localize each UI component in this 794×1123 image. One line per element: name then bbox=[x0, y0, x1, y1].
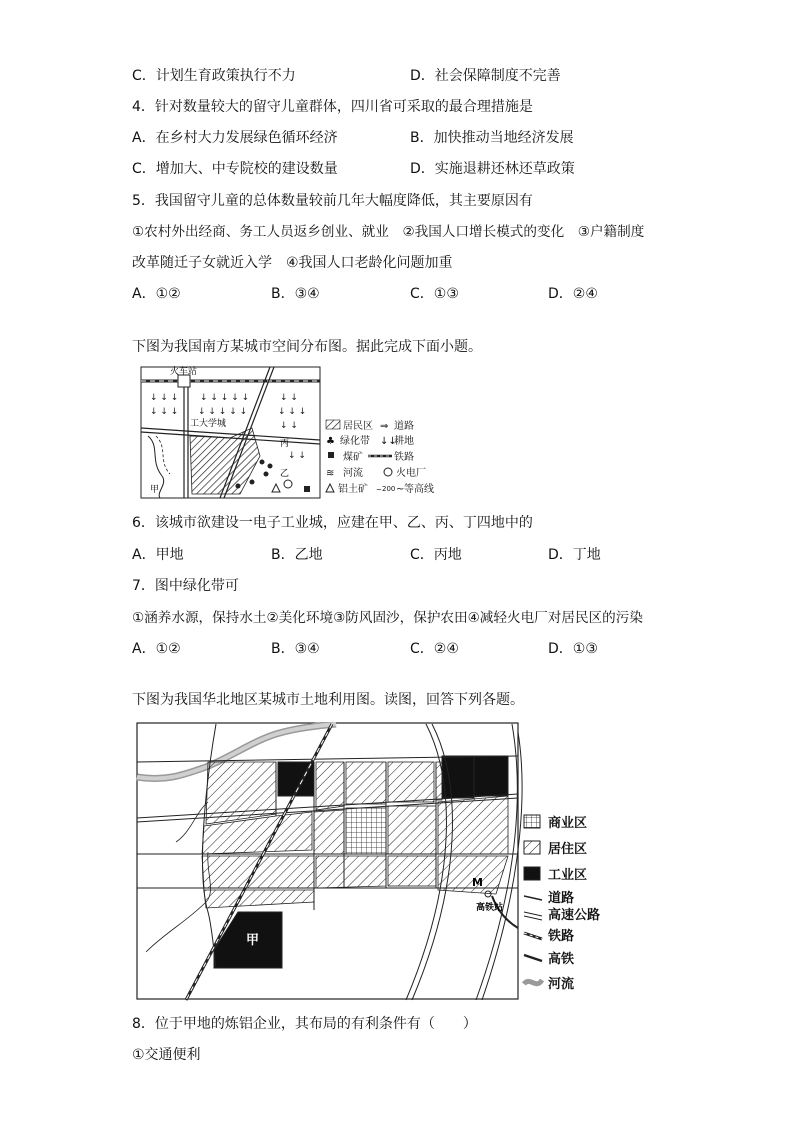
question-7-stem: 7．图中绿化带可 bbox=[132, 578, 239, 594]
option-d: D．社会保障制度不完善 bbox=[410, 68, 561, 84]
q7-option-c: C．②④ bbox=[410, 641, 459, 657]
q5-option-b: B．③④ bbox=[271, 286, 320, 302]
svg-text:↓ ↓ ↓: ↓ ↓ ↓ bbox=[150, 393, 179, 403]
svg-text:↓ ↓: ↓ ↓ bbox=[280, 421, 298, 431]
q7-option-d: D．①③ bbox=[548, 641, 598, 657]
q7-option-a: A．①② bbox=[132, 641, 181, 657]
svg-text:⇒: ⇒ bbox=[380, 421, 389, 432]
question-6-stem: 6．该城市欲建设一电子工业城，应建在甲、乙、丙、丁四地中的 bbox=[132, 515, 533, 531]
legend2-river: 河流 bbox=[548, 977, 575, 992]
legend2-residential: 居住区 bbox=[548, 842, 588, 857]
legend-farmland: 耕地 bbox=[394, 436, 414, 447]
svg-text:↓ ↓: ↓ ↓ bbox=[280, 393, 298, 403]
school-label: 工大学城 bbox=[190, 419, 227, 429]
legend-contour: 等高线 bbox=[404, 484, 434, 495]
q6-option-b: B．乙地 bbox=[271, 547, 323, 563]
legend-bauxite: 铝土矿 bbox=[338, 484, 368, 495]
legend-river: 河流 bbox=[343, 468, 363, 479]
q7-option-b: B．③④ bbox=[271, 641, 320, 657]
legend-coal: 煤矿 bbox=[343, 452, 363, 463]
q4-option-b: B．加快推动当地经济发展 bbox=[410, 130, 574, 146]
legend-road: 道路 bbox=[394, 421, 414, 432]
svg-text:↓ ↓ ↓: ↓ ↓ ↓ bbox=[150, 407, 179, 417]
svg-text:♣: ♣ bbox=[326, 436, 335, 447]
svg-text:↓ ↓ ↓: ↓ ↓ ↓ bbox=[278, 407, 307, 417]
q5-option-d: D．②④ bbox=[548, 286, 598, 302]
legend-contour-value: 200 bbox=[382, 485, 396, 493]
option-c: C．计划生育政策执行不力 bbox=[132, 68, 296, 84]
q4-option-a: A．在乡村大力发展绿色循环经济 bbox=[132, 130, 338, 146]
svg-text:↓ ↓ ↓ ↓ ↓: ↓ ↓ ↓ ↓ ↓ bbox=[198, 407, 248, 417]
station-label: 火车站 bbox=[170, 367, 198, 377]
q5-statements-1: ①农村外出经商、务工人员返乡创业、就业 ②我国人口增长模式的变化 ③户籍制度 bbox=[132, 224, 645, 240]
city-map-south bbox=[140, 366, 450, 500]
label-jia: 甲 bbox=[150, 485, 160, 495]
svg-text:↓↓: ↓↓ bbox=[380, 436, 397, 447]
map2-label-jia: 甲 bbox=[246, 933, 260, 948]
city-landuse-map-north bbox=[136, 722, 616, 1002]
svg-text:↓ ↓: ↓ ↓ bbox=[288, 451, 306, 461]
legend2-hsr: 高铁 bbox=[548, 952, 575, 967]
question-4-stem: 4．针对数量较大的留守儿童群体，四川省可采取的最合理措施是 bbox=[132, 99, 533, 115]
label-yi: 乙 bbox=[280, 469, 290, 479]
question-5-stem: 5．我国留守儿童的总体数量较前几年大幅度降低，其主要原因有 bbox=[132, 193, 533, 209]
q6-option-d: D．丁地 bbox=[548, 547, 601, 563]
intro-map-1: 下图为我国南方某城市空间分布图。据此完成下面小题。 bbox=[132, 339, 482, 355]
q6-option-c: C．丙地 bbox=[410, 547, 462, 563]
q8-statements: ①交通便利 bbox=[132, 1047, 201, 1063]
q4-option-d: D．实施退耕还林还草政策 bbox=[410, 161, 575, 177]
legend2-road: 道路 bbox=[548, 891, 575, 906]
q6-option-a: A．甲地 bbox=[132, 547, 184, 563]
legend2-commercial: 商业区 bbox=[548, 816, 588, 831]
legend2-industrial: 工业区 bbox=[548, 868, 588, 883]
legend-greenbelt: 绿化带 bbox=[340, 436, 370, 447]
map2-station: 高铁站 bbox=[476, 903, 504, 913]
q5-statements-2: 改革随迁子女就近入学 ④我国人口老龄化问题加重 bbox=[132, 255, 453, 271]
legend2-expressway: 高速公路 bbox=[548, 908, 601, 923]
question-8-stem: 8．位于甲地的炼铝企业，其布局的有利条件有（ ） bbox=[132, 1016, 477, 1032]
q5-option-a: A．①② bbox=[132, 286, 181, 302]
legend-residential: 居民区 bbox=[343, 421, 373, 432]
svg-text:↓ ↓ ↓ ↓ ↓: ↓ ↓ ↓ ↓ ↓ bbox=[200, 393, 250, 403]
legend2-railway: 铁路 bbox=[548, 929, 575, 944]
label-bing: 丙 bbox=[280, 439, 290, 449]
q4-option-c: C．增加大、中专院校的建设数量 bbox=[132, 161, 338, 177]
svg-text:≋: ≋ bbox=[326, 468, 335, 479]
svg-text:~: ~ bbox=[376, 486, 382, 494]
intro-map-2: 下图为我国华北地区某城市土地利用图。读图，回答下列各题。 bbox=[132, 692, 524, 708]
q7-statements: ①涵养水源，保持水土②美化环境③防风固沙，保护农田④减轻火电厂对居民区的污染 bbox=[132, 610, 643, 626]
map2-label-m: M bbox=[472, 876, 483, 889]
q5-option-c: C．①③ bbox=[410, 286, 459, 302]
legend-power: 火电厂 bbox=[396, 468, 426, 479]
legend-railway: 铁路 bbox=[394, 452, 414, 463]
svg-text:~: ~ bbox=[396, 484, 405, 495]
